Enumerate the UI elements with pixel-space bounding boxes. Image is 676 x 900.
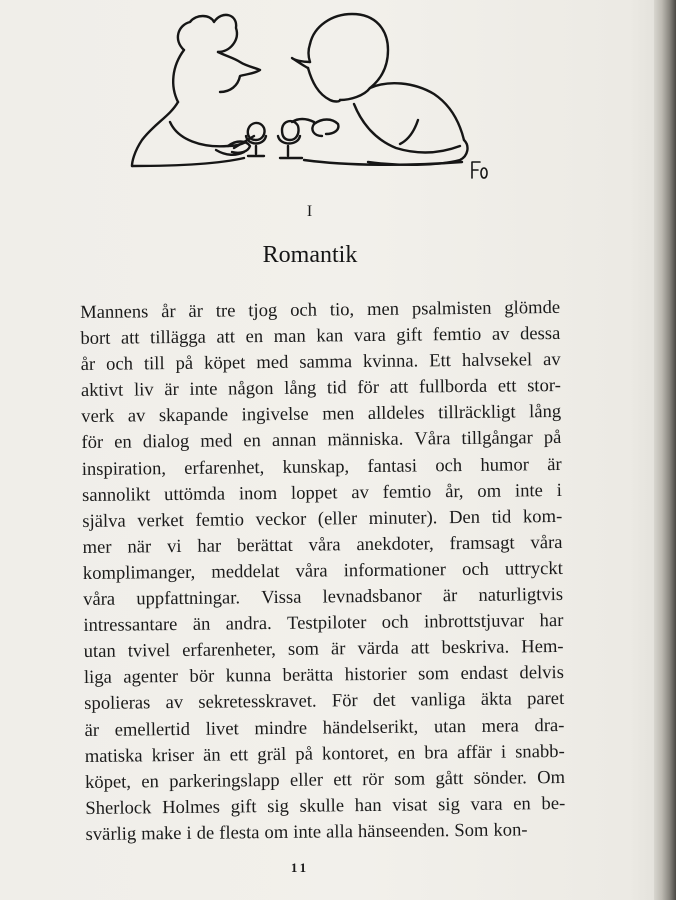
page-number: 11	[290, 860, 310, 875]
body-line: bort att tillägga att en man kan vara gift femtio av dessa	[80, 323, 561, 350]
body-line: liga agenter bör kunna berätta historier som endast delvis	[83, 662, 565, 689]
body-line: själva verket femtio veckor (eller minuter). Den tid kom-	[82, 505, 563, 532]
body-line: är emellertid livet mindre händelserikt, utan mera dra-	[84, 714, 565, 741]
body-line: Sherlock Holmes gift sig skulle han visat sig vara en be-	[85, 792, 566, 819]
body-line: Mannens år är tre tjog och tio, men psalmisten glömde	[80, 296, 561, 323]
body-line: våra uppfattningar. Vissa levnadsbanor är naturligtvis	[83, 583, 564, 611]
body-line: spolieras av sekretesskravet. För det vanliga äkta paret	[84, 688, 565, 715]
body-text	[80, 295, 566, 848]
body-line: utan tvivel erfarenheter, som är värda att beskriva. Hem-	[83, 636, 564, 663]
body-line: intressantare än andra. Testpiloter och inbrottstjuvar har	[83, 610, 564, 637]
body-line: komplimanger, meddelat våra informationer och uttryckt	[82, 557, 563, 584]
chapter-number: I	[306, 203, 314, 220]
body-line: inspiration, erfarenhet, kunskap, fantasi och humor är	[81, 453, 562, 480]
breakfast-couple-illustration	[118, 0, 498, 190]
body-line: för en dialog med en annan människa. Våra tillgångar på	[81, 427, 562, 454]
chapter-title: Romantik	[262, 242, 358, 268]
body-line: svärlig make i de flesta om inte alla hänseenden. Som kon-	[85, 819, 528, 845]
body-line: verk av skapande ingivelse men alldeles tillräckligt lång	[81, 401, 562, 428]
page-edge-shadow	[654, 0, 676, 900]
body-line: år och till på köpet med samma kvinna. Ett halvsekel av	[80, 349, 561, 376]
body-line: matiska kriser än ett gräl på kontoret, en bra affär i snabb-	[84, 740, 565, 767]
body-line: köpet, en parkeringslapp eller ett rör som gått sönder. Om	[84, 766, 566, 793]
body-line: sannolikt uttömda inom loppet av femtio år, om inte i	[81, 479, 563, 506]
body-line: aktivt liv är inte någon lång tid för att fullborda ett stor-	[80, 375, 561, 402]
body-line: mer när vi har berättat våra anekdoter, framsagt våra	[82, 531, 563, 558]
